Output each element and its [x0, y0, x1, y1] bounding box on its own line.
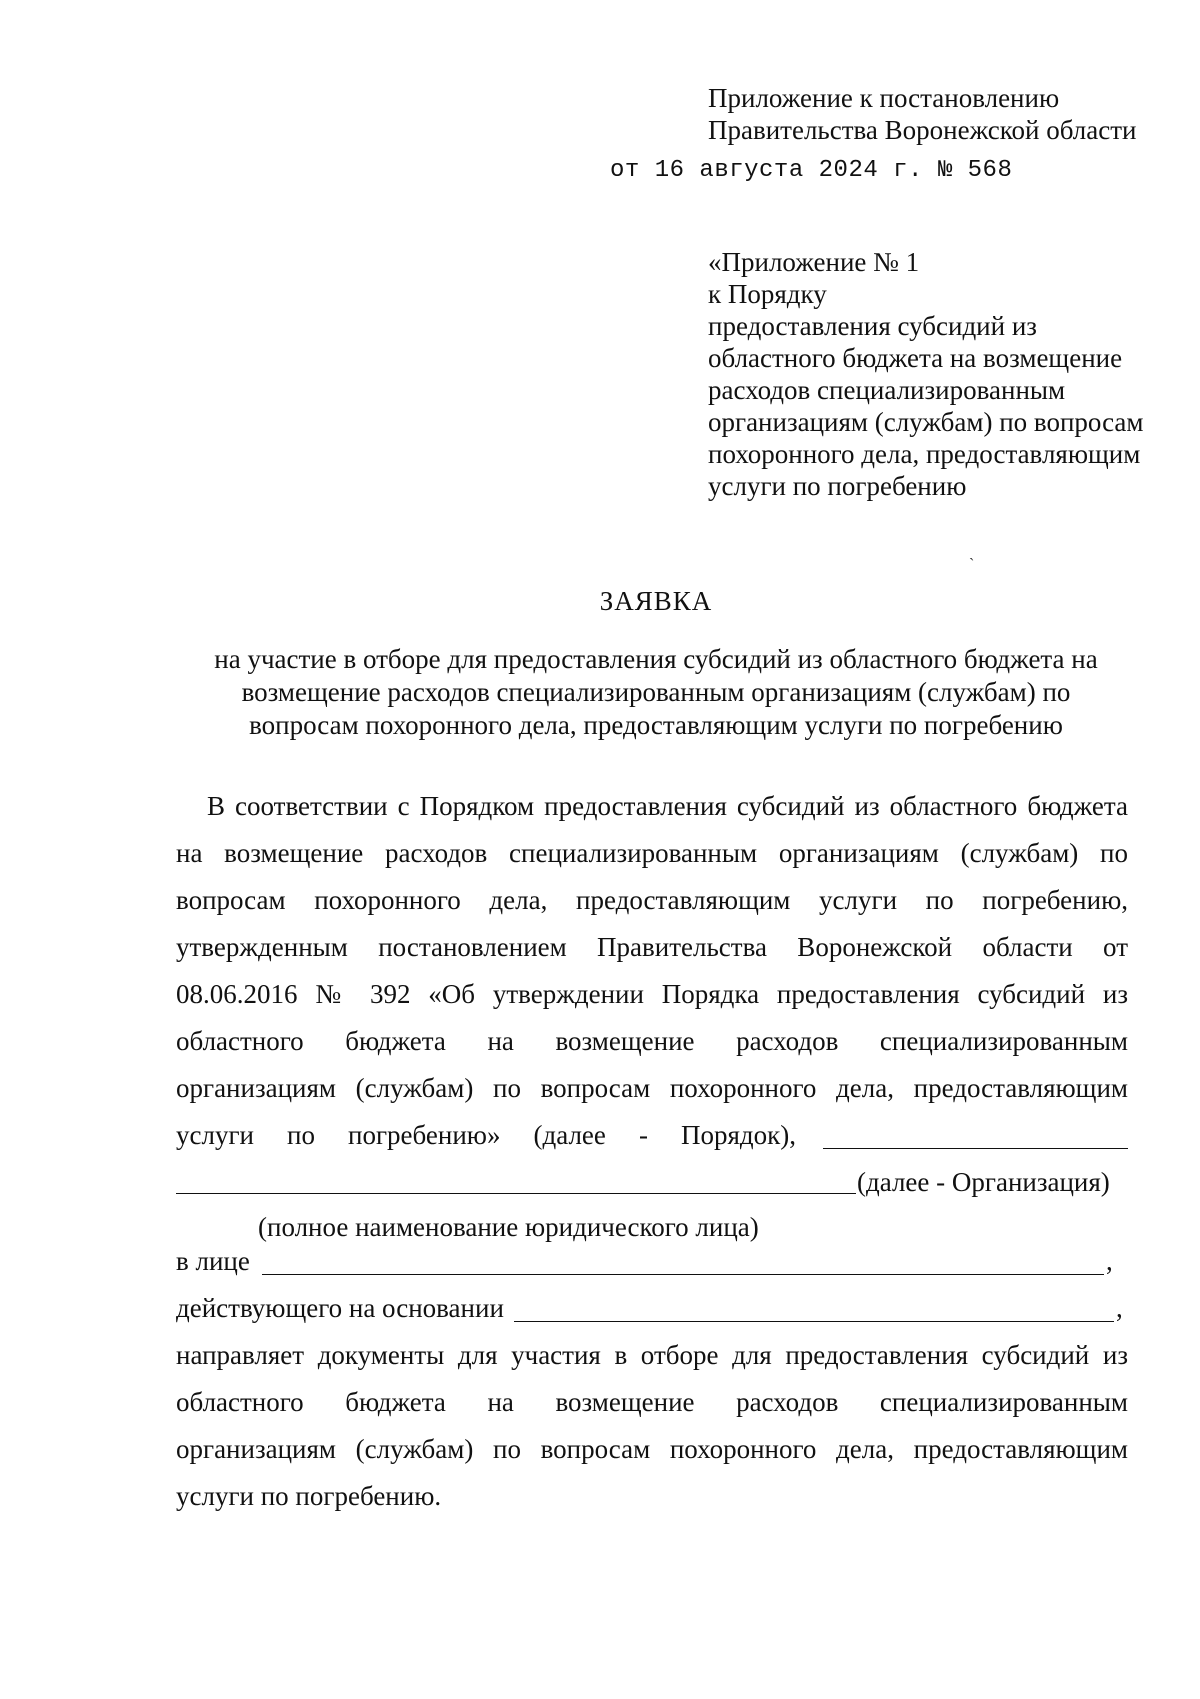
scan-speck: ˋ: [969, 556, 975, 573]
paragraph-line: на возмещение расходов специализированным организациям (службам) по: [176, 838, 1128, 868]
subtitle-line: на участие в отборе для предоставления субсидий из областного бюджета на: [214, 644, 1098, 674]
subtitle-line: возмещение расходов специализированным организациям (службам) по: [241, 677, 1071, 707]
paragraph-line: областного бюджета на возмещение расходов специализированным: [176, 1387, 1128, 1417]
appendix-line: «Приложение № 1: [708, 247, 920, 277]
paragraph-line: областного бюджета на возмещение расходов специализированным: [176, 1026, 1128, 1056]
paragraph-line: утвержденным постановлением Правительства Воронежской области от: [176, 932, 1128, 962]
organization-caption: (полное наименование юридического лица): [258, 1212, 759, 1242]
organization-name-blank-2[interactable]: [176, 1169, 856, 1194]
paragraph-line: вопросам похоронного дела, предоставляющим услуги по погребению,: [176, 885, 1128, 915]
appendix-line: услуги по погребению: [708, 471, 967, 501]
paragraph-line: услуги по погребению» (далее - Порядок),: [176, 1120, 796, 1150]
appendix-line: областного бюджета на возмещение: [708, 343, 1123, 373]
appendix-line: организациям (службам) по вопросам: [708, 407, 1144, 437]
appendix-line: расходов специализированным: [708, 375, 1066, 405]
paragraph-line: направляет документы для участия в отборе для предоставления субсидий из: [176, 1340, 1128, 1370]
paragraph-line: организациям (службам) по вопросам похоронного дела, предоставляющим: [176, 1073, 1128, 1103]
document-title: ЗАЯВКА: [599, 586, 713, 616]
basis-blank[interactable]: [514, 1297, 1114, 1322]
resolution-header: [708, 82, 1136, 146]
organization-name-blank-1[interactable]: [823, 1124, 1128, 1149]
header-line-2: Правительства Воронежской области: [708, 115, 1137, 145]
organization-suffix: (далее - Организация): [857, 1167, 1110, 1197]
appendix-line: похоронного дела, предоставляющим: [708, 439, 1141, 469]
paragraph-line: 08.06.2016 № 392 «Об утверждении Порядка предоставления субсидий из: [176, 979, 1128, 1009]
comma: ,: [1106, 1246, 1113, 1276]
paragraph-line: В соответствии с Порядком предоставления субсидий из областного бюджета: [207, 791, 1128, 821]
header-line-1: Приложение к постановлению: [708, 83, 1060, 113]
appendix-line: к Порядку: [708, 279, 827, 309]
representative-blank[interactable]: [262, 1250, 1104, 1275]
appendix-line: предоставления субсидий из: [708, 311, 1037, 341]
resolution-date: от 16 августа 2024 г. № 568: [610, 157, 1013, 184]
subtitle-line: вопросам похоронного дела, предоставляющим услуги по погребению: [249, 710, 1063, 740]
basis-label: действующего на основании: [176, 1293, 504, 1323]
appendix-reference: [708, 246, 1178, 502]
paragraph-line: услуги по погребению.: [176, 1481, 442, 1511]
comma: ,: [1116, 1293, 1123, 1323]
person-label: в лице: [176, 1246, 250, 1276]
paragraph-line: организациям (службам) по вопросам похоронного дела, предоставляющим: [176, 1434, 1128, 1464]
document-subtitle: [175, 643, 1137, 742]
